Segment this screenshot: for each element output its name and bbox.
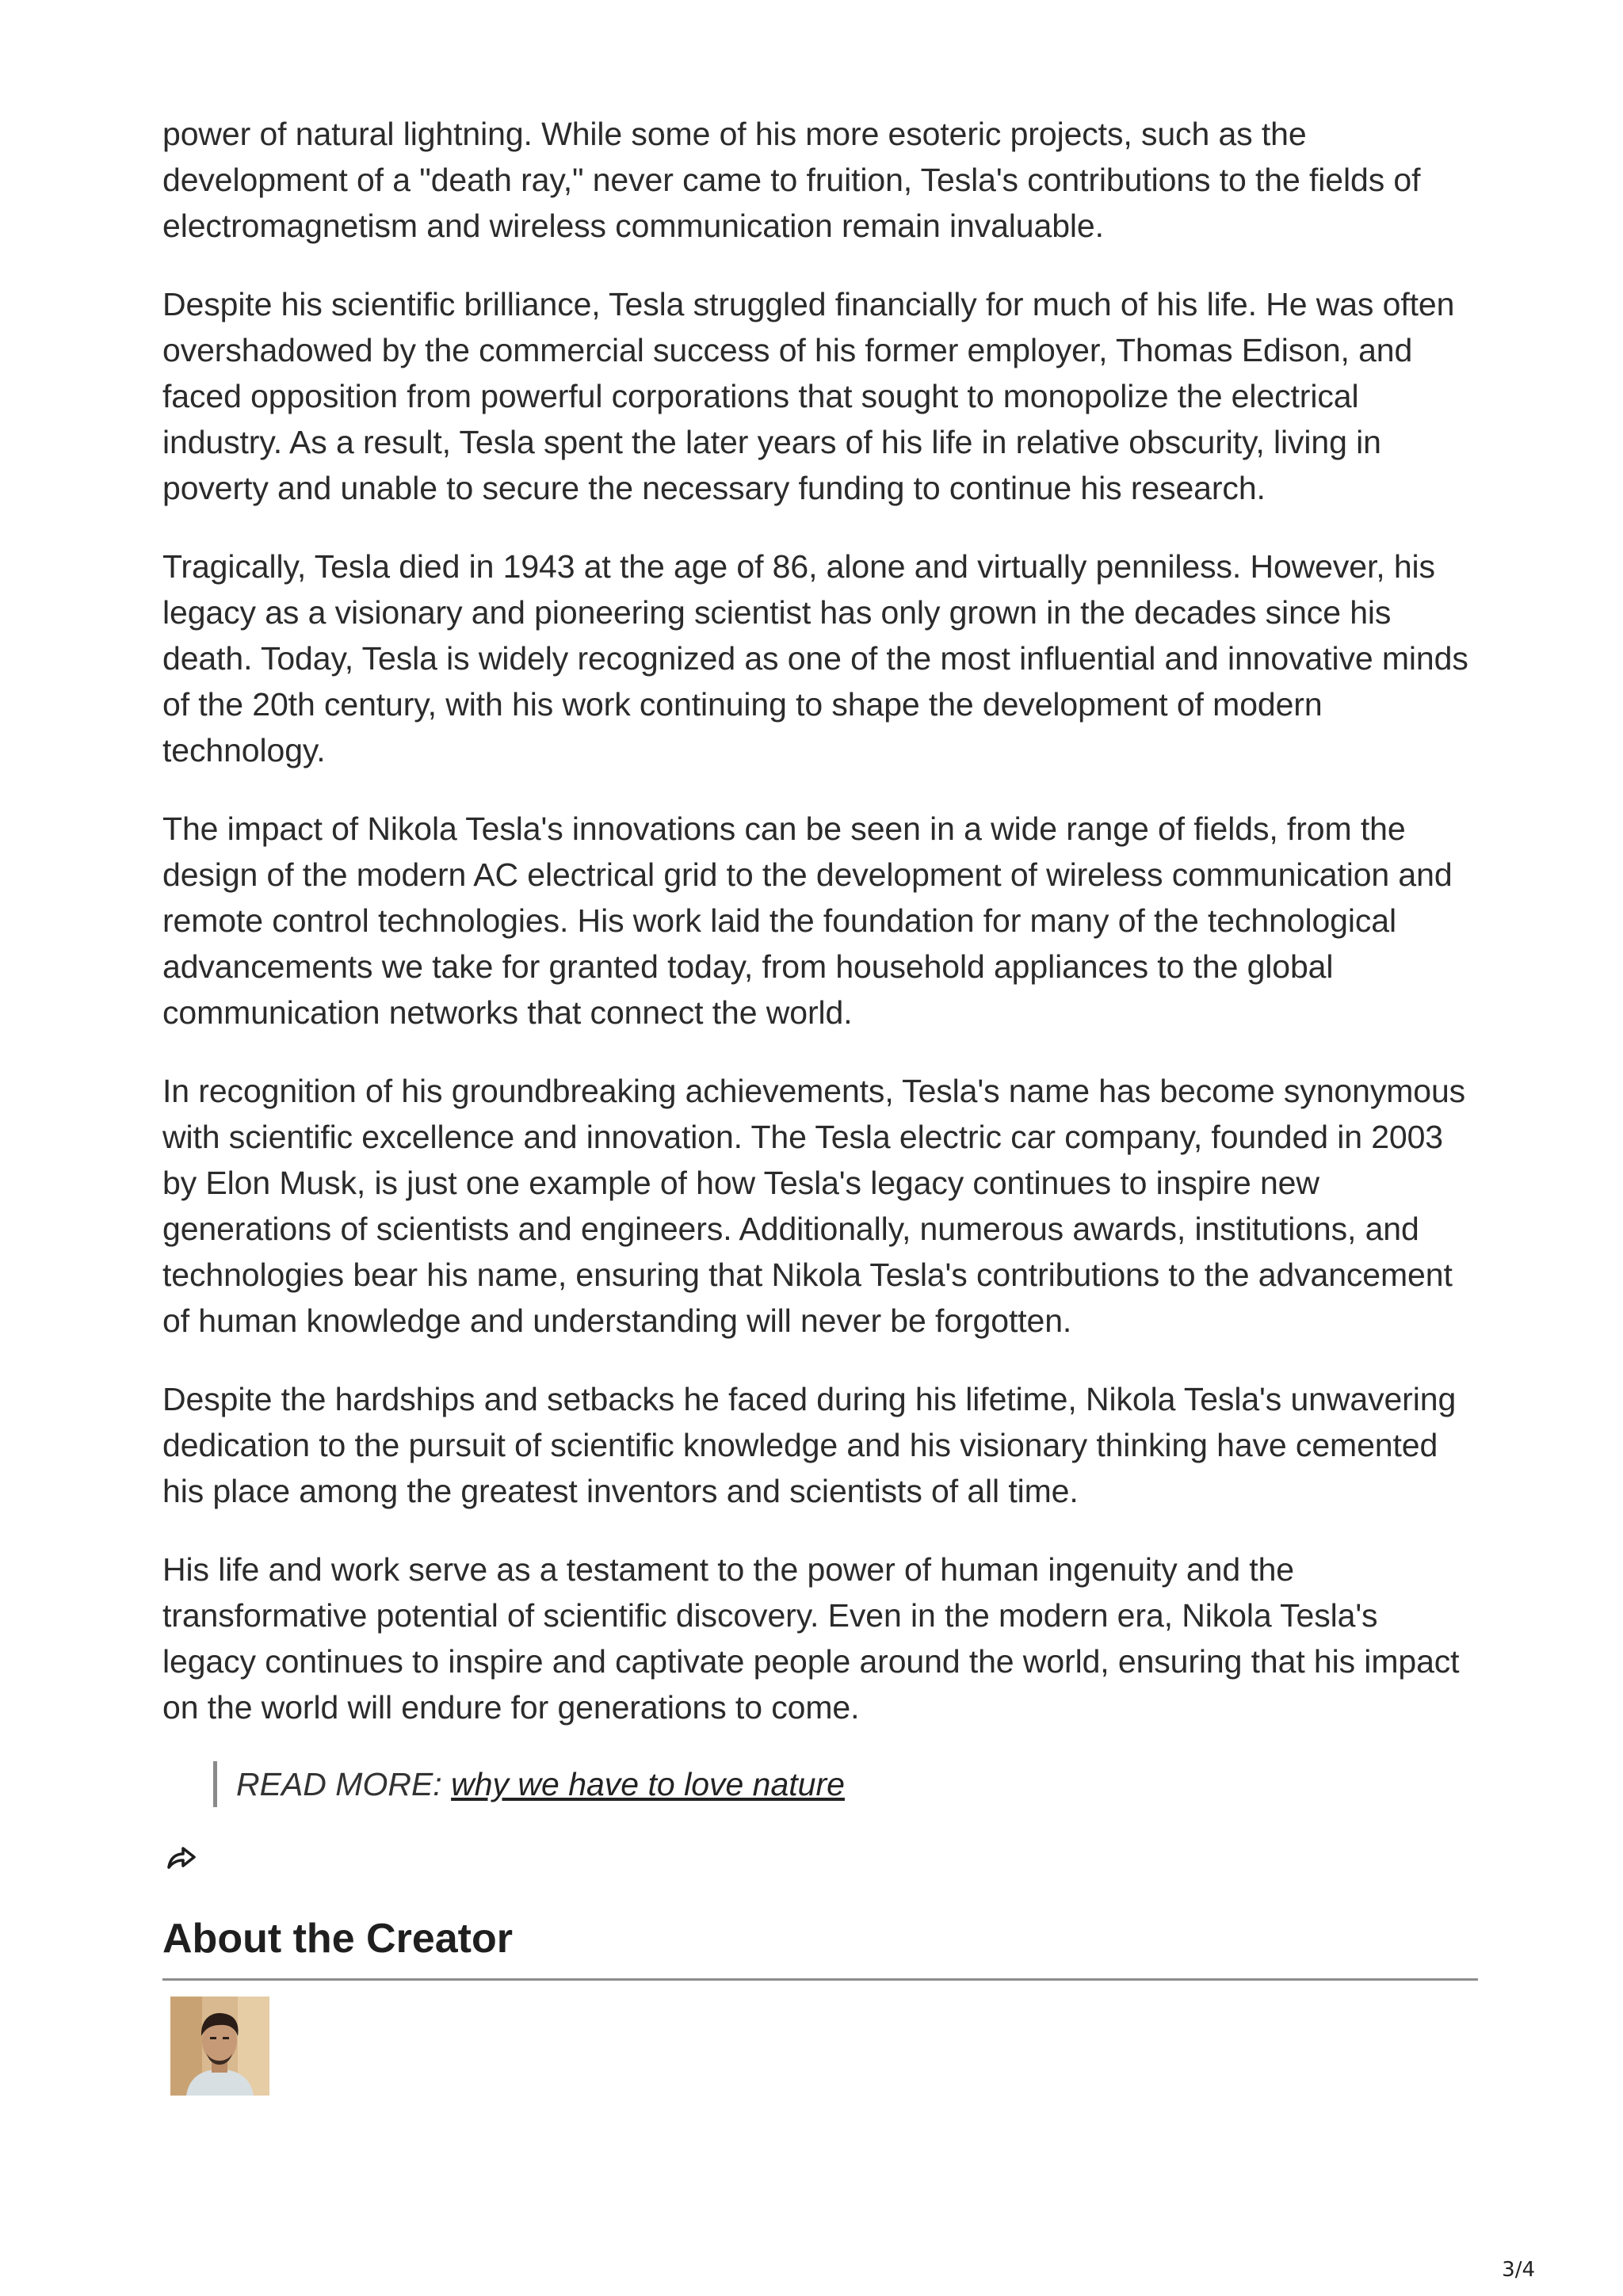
creator-avatar[interactable] xyxy=(170,1997,269,2096)
paragraph-4: The impact of Nikola Tesla's innovations can be seen in a wide range of fields, from the design of the modern AC electrical grid to the development of wireless communication and remote control technologies. His work laid the foundation for many of the technological advancements we take for granted today, from household appliances to the global communication networks that connect the world. xyxy=(162,810,1453,1031)
read-more-link[interactable]: why we have to love nature xyxy=(451,1766,845,1802)
read-more-quote xyxy=(213,1761,1478,1807)
share-icon xyxy=(162,1837,200,1875)
paragraph-1: power of natural lightning. While some of his more esoteric projects, such as the development of a "death ray," never came to fruition, Tesla's contributions to the fields of electromagnetism and wireless communication remain invaluable. xyxy=(162,116,1421,244)
paragraph-2: Despite his scientific brilliance, Tesla struggled financially for much of his life. He was often overshadowed by the commercial success of his former employer, Thomas Edison, and faced opposition from powerful corporations that sought to monopolize the electrical industry. As a result, Tesla spent the later years of his life in relative obscurity, living in poverty and unable to secure the necessary funding to continue his research. xyxy=(162,286,1455,506)
about-creator-heading: About the Creator xyxy=(162,1915,1478,1981)
paragraph-7: His life and work serve as a testament to the power of human ingenuity and the transformative potential of scientific discovery. Even in the modern era, Nikola Tesla's legacy continues to inspire and captivate people around the world, ensuring that his impact on the world will endure for generations to come. xyxy=(162,1551,1460,1726)
article-body xyxy=(162,111,1478,2096)
paragraph-6: Despite the hardships and setbacks he faced during his lifetime, Nikola Tesla's unwavering dedication to the pursuit of scientific knowledge and his visionary thinking have cemented his place among the greatest inventors and scientists of all time. xyxy=(162,1381,1457,1509)
share-button[interactable] xyxy=(162,1837,200,1875)
paragraph-5: In recognition of his groundbreaking achievements, Tesla's name has become synonymous with scientific excellence and innovation. The Tesla electric car company, founded in 2003 by Elon Musk, is just one example of how Tesla's legacy continues to inspire new generations of scientists and engineers. Additionally, numerous awards, institutions, and technologies bear his name, ensuring that Nikola Tesla's contributions to the advancement of human knowledge and understanding will never be forgotten. xyxy=(162,1073,1466,1339)
page-number: 3/4 xyxy=(1502,2258,1535,2282)
paragraph-3: Tragically, Tesla died in 1943 at the age of 86, alone and virtually penniless. However, his legacy as a visionary and pioneering scientist has only grown in the decades since his death. Today, Tesla is widely recognized as one of the most influential and innovative minds of the 20th century, with his work continuing to shape the development of modern technology. xyxy=(162,548,1468,769)
read-more-prefix: READ MORE: xyxy=(236,1766,452,1802)
